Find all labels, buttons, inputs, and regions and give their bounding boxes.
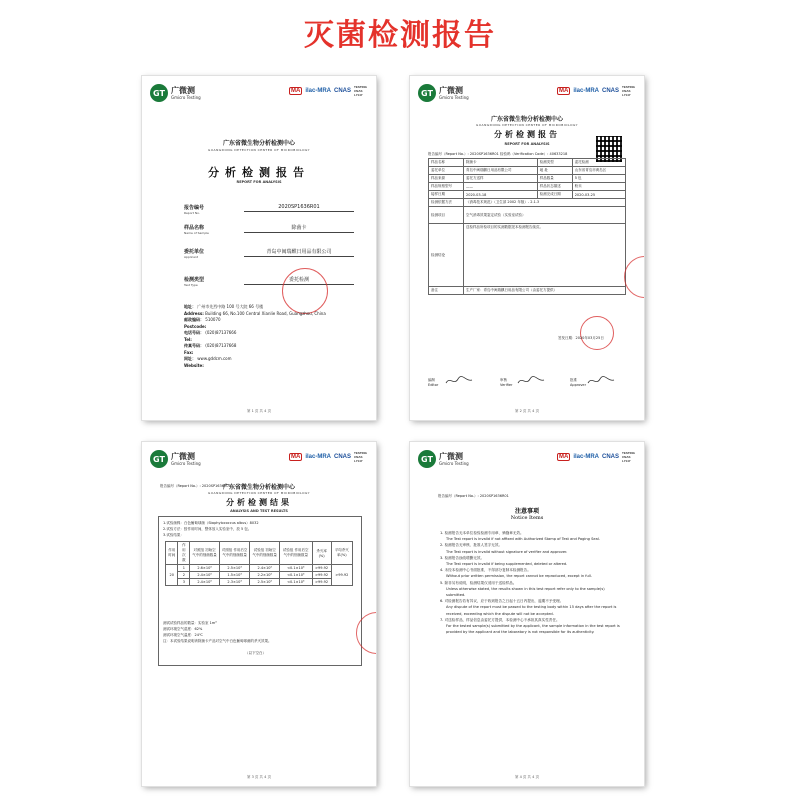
table-row: 样品规格型号 —— 样品状态描述 粉末 bbox=[429, 183, 626, 191]
report-summary-page bbox=[410, 76, 644, 420]
center-name-en: GUANGDONG DETECTION CENTER OF MICROBIOLOGY bbox=[208, 148, 310, 152]
gmicro-logo bbox=[418, 84, 469, 102]
test-note: 测试环境空气湿度：62% bbox=[163, 627, 203, 631]
contact-line: 电话号码： (020)87137666 bbox=[184, 330, 237, 335]
table-header-row: 作用时间 作用次数 对照组 初始空气中的细菌数量 对照组 作用后空气中的细菌数量 试验组 初始空气中的细菌数量 试验组 作用后空气中的细菌数量 杀灭率(%) 平均杀灭率(%) bbox=[166, 542, 353, 565]
logo-mark: GT bbox=[150, 450, 168, 468]
logo-mark: GT bbox=[418, 450, 436, 468]
page-title: 灭菌检测报告 bbox=[304, 18, 496, 53]
ilac-cert-icon: ilac-MRA bbox=[573, 454, 599, 460]
testing-cert-icon: TESTING CNAS L7147 bbox=[354, 451, 368, 463]
field-value: 2020SP1636R01 bbox=[244, 204, 354, 212]
gmicro-logo bbox=[418, 450, 469, 468]
field-test-type bbox=[184, 276, 309, 287]
center-name-en: GUANGDONG DETECTION CENTER OF MICROBIOLOGY bbox=[476, 123, 578, 127]
field-value: 委托检测 bbox=[244, 276, 354, 285]
notice-item: 5. 除非另有说明，检测结果仅适用于送检样品。 Unless otherwise stated, the results shown in this test report refer only to the sample(s) submitted. bbox=[440, 580, 605, 598]
result-item: 3.试验结果： bbox=[163, 533, 184, 537]
contact-line: 地址： 广州市先烈中路 100 号大院 66 号楼 bbox=[184, 304, 264, 309]
issue-date: 签发日期：2020年03月25日 bbox=[558, 336, 604, 340]
contact-block bbox=[184, 304, 326, 369]
table-row: 检测依据方法 《消毒技术规范》（卫生部 2002 年版）- 2.1.3 bbox=[429, 199, 626, 207]
field-value: 除菌卡 bbox=[244, 224, 354, 233]
notice-list bbox=[440, 530, 620, 635]
report-title: 分析检测结果 bbox=[226, 497, 292, 507]
cnas-cert-icon: CNAS bbox=[601, 454, 619, 460]
logo-en: Gmicro Testing bbox=[171, 94, 201, 100]
report-title-en: REPORT FOR ANALYSIS bbox=[504, 142, 550, 146]
certification-marks bbox=[557, 85, 636, 97]
table-row: 接样日期 2020-03-18 检测完成日期 2020-03-25 bbox=[429, 191, 626, 199]
field-label-en: Applicant bbox=[184, 255, 199, 259]
contact-line: Tel: bbox=[184, 336, 192, 342]
contact-line: 邮政编码： 510070 bbox=[184, 317, 221, 322]
certification-marks bbox=[289, 451, 368, 463]
report-results-page bbox=[142, 442, 376, 786]
field-applicant bbox=[184, 248, 332, 259]
result-item: 1.试验菌株：白色葡萄球菌（Staphylococcus albus）8032 bbox=[163, 521, 259, 525]
contact-line: 网址： www.gddcm.com bbox=[184, 356, 232, 361]
testing-cert-icon: TESTING CNAS L7147 bbox=[622, 85, 636, 97]
ilac-cert-icon: ilac-MRA bbox=[305, 88, 331, 94]
contact-line: Postcode: bbox=[184, 323, 207, 329]
notice-title: 注意事项 bbox=[514, 508, 539, 515]
notice-title-en: Notice Items bbox=[510, 515, 544, 521]
field-label-en: Name of Sample bbox=[184, 231, 209, 235]
testing-cert-icon: TESTING CNAS L7147 bbox=[622, 451, 636, 463]
blank-below-note: （以下空白） bbox=[245, 651, 266, 655]
notice-item: 6. 对检测报告若有异议，应于收到报告之日起十五日内提出，逾期不予受理。 Any dispute of the report must be passed to the testing body within 15 days after the report is received, exceeding which the dispute will not be accepted. bbox=[440, 599, 617, 616]
table-row: 检测项目 空气消毒效果鉴定试验（实验室试验） bbox=[429, 207, 626, 224]
gmicro-logo bbox=[150, 450, 201, 468]
notice-item: 3. 检测报告涂改增删无效。 The Test report is invalid if being supplemented, deleted or altered. bbox=[440, 555, 568, 567]
ma-cert-icon: MA bbox=[290, 88, 301, 94]
logo-cn: 广微测 bbox=[171, 85, 195, 95]
table-row: 3 2.4×10³ 2.3×10³ 2.5×10³ <0.1×10³ >99.92 bbox=[166, 579, 353, 586]
report-number-line: 报告编号（Report No.）: 2020SP1636R01 检验码（Verification Code）: 40633218 bbox=[428, 152, 568, 156]
summary-table bbox=[428, 158, 626, 295]
official-stamp-icon bbox=[580, 316, 614, 350]
table-row: 样品名称 除菌卡 检测类型 委托检测 bbox=[429, 159, 626, 167]
field-report-no bbox=[184, 204, 320, 215]
table-row: 2 2.4×10³ 1.5×10³ 2.2×10³ <0.1×10³ >99.92 bbox=[166, 572, 353, 579]
ma-cert-icon: MA bbox=[558, 88, 569, 94]
page-number: 第 1 页 共 4 页 bbox=[246, 409, 272, 413]
cnas-cert-icon: CNAS bbox=[333, 454, 351, 460]
field-sample-name bbox=[184, 224, 307, 235]
paging-seal-icon bbox=[624, 256, 644, 298]
results-frame bbox=[158, 516, 362, 666]
cnas-cert-icon: CNAS bbox=[601, 88, 619, 94]
field-label: 委托单位 bbox=[184, 249, 205, 255]
logo-cn: 广微测 bbox=[171, 451, 195, 461]
handwritten-signatures-icon bbox=[442, 374, 632, 388]
notice-item: 2. 检测报告无审核、批准人签字无效。 The Test report is invalid without signature of verifier and approver. bbox=[440, 543, 568, 554]
notice-item: 4. 未经本检测中心书面批准，不得部分复制本检测报告。 Without prior written permission, the report cannot be reproduced, except in full. bbox=[440, 568, 592, 579]
field-label-en: Report No. bbox=[184, 211, 200, 215]
certification-marks bbox=[557, 451, 636, 463]
report-title: 分析检测报告 bbox=[208, 166, 310, 179]
field-label: 报告编号 bbox=[184, 205, 205, 211]
logo-en: Gmicro Testing bbox=[439, 94, 469, 100]
contact-line: 传真号码： (020)87137668 bbox=[184, 343, 237, 348]
test-note: 测试环境空气温度：24℃ bbox=[163, 633, 203, 637]
field-label: 检测类型 bbox=[184, 277, 205, 283]
ilac-cert-icon: ilac-MRA bbox=[305, 454, 331, 460]
contact-line: Website: bbox=[184, 362, 204, 368]
page-number: 第 2 页 共 4 页 bbox=[514, 409, 540, 413]
table-row: 20 1 2.6×10³ 2.5×10³ 2.4×10³ <0.1×10³ >99.92 >99.92 bbox=[166, 565, 353, 572]
test-note: 注：本试验结果说明该除菌卡产品对空气中白色葡萄球菌的杀灭效果。 bbox=[163, 639, 272, 643]
page-number: 第 3 页 共 4 页 bbox=[246, 775, 272, 779]
report-title-en: ANALYSIS AND TEST RESULTS bbox=[230, 509, 288, 513]
cnas-cert-icon: CNAS bbox=[333, 88, 351, 94]
contact-line: Address: Building 66, No.100 Central Xianlie Road, Guangzhou, China bbox=[184, 310, 326, 316]
report-title: 分析检测报告 bbox=[494, 129, 560, 139]
signature-verifier: 审核 Verifier bbox=[500, 378, 513, 387]
testing-cert-icon: TESTING CNAS L7147 bbox=[354, 85, 368, 97]
report-cover-page bbox=[142, 76, 376, 420]
report-number-line: 报告编号（Report No.）: 2020SP1636R01 bbox=[438, 494, 509, 498]
report-title-en: REPORT FOR ANALYSIS bbox=[236, 180, 282, 184]
notice-item: 1. 检测报告无本单位检验检测专用章、骑缝章无效。 The Test report is invalid if not affixed with Authorized Stamp of Test and Paging Seal. bbox=[440, 531, 600, 542]
table-row: 备注 生产厂家：青岛中闽瑞麒日用品有限公司（由委托方提供） bbox=[429, 287, 626, 295]
field-label-en: Test Type bbox=[184, 283, 198, 287]
ilac-cert-icon: ilac-MRA bbox=[573, 88, 599, 94]
signature-editor: 编制 Editor bbox=[428, 378, 439, 387]
results-table bbox=[165, 541, 353, 586]
contact-line: Fax: bbox=[184, 349, 194, 355]
gmicro-logo bbox=[150, 84, 201, 102]
signature-approver: 批准 Approver bbox=[570, 378, 587, 387]
center-name-cn: 广东省微生物分析检测中心 bbox=[222, 140, 295, 147]
certification-marks bbox=[289, 85, 368, 97]
page-number: 第 4 页 共 4 页 bbox=[514, 775, 540, 779]
test-note: 测试试验样品的数量：实验室 1m³ bbox=[163, 621, 217, 625]
ma-cert-icon: MA bbox=[558, 454, 569, 460]
report-notice-page bbox=[410, 442, 644, 786]
logo-mark: GT bbox=[150, 84, 168, 102]
report-number-line: 报告编号（Report No.）: 2020SP1636R01 bbox=[160, 484, 231, 488]
ma-cert-icon: MA bbox=[290, 454, 301, 460]
table-row: 委托单位 青岛中闽瑞麒日用品有限公司 地 址 山东省青岛市黄岛区 bbox=[429, 167, 626, 175]
logo-cn: 广微测 bbox=[439, 451, 463, 461]
logo-mark: GT bbox=[418, 84, 436, 102]
logo-en: Gmicro Testing bbox=[171, 460, 201, 466]
field-label: 样品名称 bbox=[184, 225, 205, 231]
center-name-cn: 广东省微生物分析检测中心 bbox=[222, 484, 295, 491]
result-item: 2.试验方法：按作用时间，整体放入实验室中，放 5 包。 bbox=[163, 527, 252, 531]
table-row: 样品来源 委托方送样 样品数量 5 包 bbox=[429, 175, 626, 183]
field-value: 青岛中闽瑞麒日用品有限公司 bbox=[244, 248, 354, 257]
logo-en: Gmicro Testing bbox=[439, 460, 469, 466]
notice-item: 7. 对送检样品，样品信息由委托方提供，本检测中心不承担其真实性责任。 For the tested sample(s) submitted by the applicant, the sample information in the test report is provided by the applicant and the laboratory is not responsible for its authenticity. bbox=[440, 617, 620, 635]
center-name-en: GUANGDONG DETECTION CENTER OF MICROBIOLOGY bbox=[208, 491, 310, 495]
center-name-cn: 广东省微生物分析检测中心 bbox=[490, 116, 563, 123]
logo-cn: 广微测 bbox=[439, 85, 463, 95]
table-row: 检测结论 送检样品所检项目的实测数据见本检测报告续页。 bbox=[429, 224, 626, 287]
